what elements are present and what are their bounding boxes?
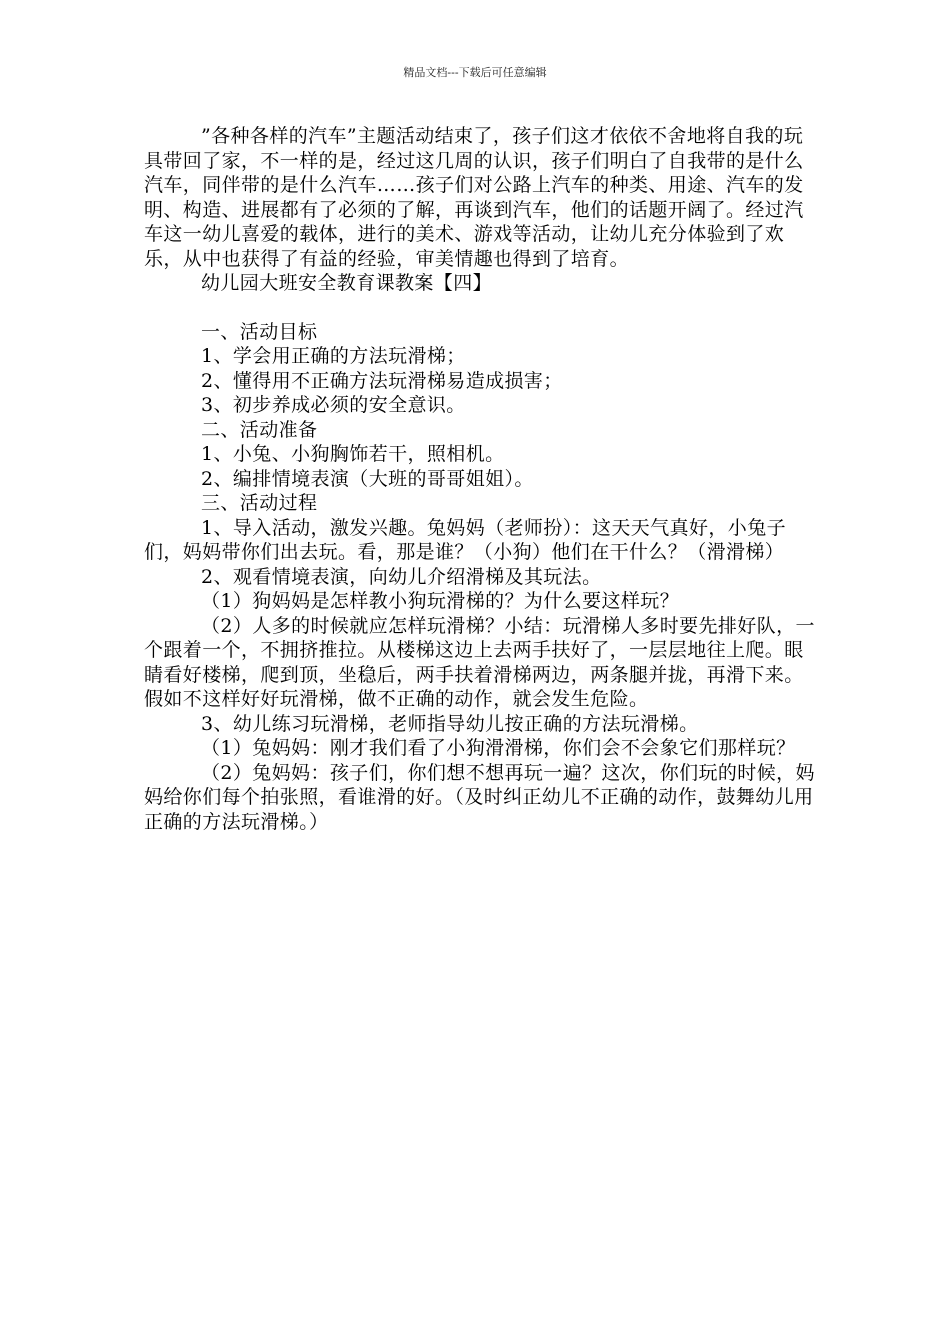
prep-item-2: 2、编排情境表演（大班的哥哥姐姐）。 <box>201 467 534 490</box>
goal-item-3: 3、初步养成必须的安全意识。 <box>201 394 466 416</box>
process-step-2-question-1: （1）狗妈妈是怎样教小狗玩滑梯的？为什么要这样玩？ <box>201 590 680 612</box>
intro-paragraph: ”各种各样的汽车”主题活动结束了，孩子们这才依依不舍地将自我的玩具带回了家，不一样的是，经过这几周的认识，孩子们明白了自我带的是什么汽车，同伴带的是什么汽车……孩子们对公路上汽车的种类、用途、汽车的发明、构造、进展都有了必须的了解，再谈到汽车，他们的话题开阔了。经过汽车这一幼儿喜爱的载体，进行的美术、游戏等活动，让幼儿充分体验到了欢乐，从中也获得了有益的经验，审美情趣也得到了培育。 <box>144 125 804 270</box>
goal-item-1: 1、学会用正确的方法玩滑梯； <box>201 345 466 367</box>
process-step-3-question-2: （2）兔妈妈：孩子们，你们想不想再玩一遍？这次，你们玩的时候，妈妈给你们每个拍张照，看谁滑的好。（及时纠正幼儿不正确的动作，鼓舞幼儿用正确的方法玩滑梯。） <box>144 761 815 833</box>
page-header: 精品文档---下载后可任意编辑 <box>403 66 547 79</box>
section-title-preparation: 二、活动准备 <box>201 418 318 441</box>
section-title-goals: 一、活动目标 <box>201 320 318 343</box>
lesson-title: 幼儿园大班安全教育课教案【四】 <box>201 272 493 294</box>
prep-item-1: 1、小兔、小狗胸饰若干，照相机。 <box>201 443 505 465</box>
section-title-process: 三、活动过程 <box>201 492 318 514</box>
process-step-2-question-2: （2）人多的时候就应怎样玩滑梯？小结：玩滑梯人多时要先排好队，一个跟着一个，不拥挤推拉。从楼梯这边上去两手扶好了，一层层地往上爬。眼睛看好楼梯，爬到顶，坐稳后，两手扶着滑梯两边，两条腿并拢，再滑下来。假如不这样好好玩滑梯，做不正确的动作，就会发生危险。 <box>144 614 815 710</box>
process-step-3-question-1: （1）兔妈妈：刚才我们看了小狗滑滑梯，你们会不会象它们那样玩？ <box>201 737 796 759</box>
process-step-3: 3、幼儿练习玩滑梯，老师指导幼儿按正确的方法玩滑梯。 <box>201 712 699 735</box>
blank-line <box>144 296 816 320</box>
document-body <box>144 124 816 834</box>
goal-item-2: 2、懂得用不正确方法玩滑梯易造成损害； <box>201 369 563 392</box>
process-step-2: 2、观看情境表演，向幼儿介绍滑梯及其玩法。 <box>201 565 602 588</box>
process-step-1: 1、导入活动，激发兴趣。兔妈妈（老师扮）：这天天气真好，小兔子们，妈妈带你们出去玩。看，那是谁？（小狗）他们在干什么？（滑滑梯） <box>144 516 786 563</box>
